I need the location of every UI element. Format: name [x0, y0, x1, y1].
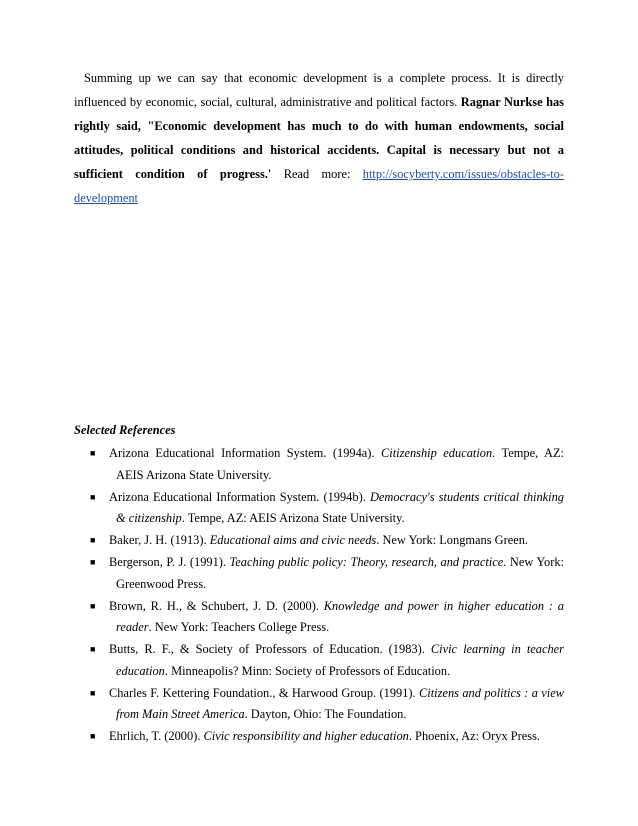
- reference-publisher: . New York: Teachers College Press.: [148, 620, 330, 634]
- reference-item: [74, 596, 564, 640]
- reference-title: Educational aims and civic needs: [209, 533, 377, 547]
- reference-item: [74, 487, 564, 531]
- reference-title: Civic responsibility and higher education: [203, 729, 409, 743]
- reference-item: [74, 552, 564, 596]
- reference-authors: Charles F. Kettering Foundation., & Harwood Group. (1991).: [109, 685, 420, 700]
- reference-publisher: . Tempe, AZ: AEIS Arizona State University.: [181, 511, 405, 525]
- reference-authors: Baker, J. H. (1913).: [109, 533, 210, 547]
- reference-authors: Butts, R. F., & Society of Professors of Education. (1983).: [109, 642, 431, 656]
- reference-authors: Bergerson, P. J. (1991).: [109, 555, 230, 569]
- reference-item: [74, 639, 564, 683]
- reference-authors: Arizona Educational Information System. (1994b).: [109, 489, 370, 504]
- square-bullet-icon: ■: [90, 535, 96, 545]
- reference-item: [74, 530, 564, 552]
- read-more-label: Read more:: [271, 167, 363, 181]
- nurkse-quote: Ragnar Nurkse has rightly said, "Economic development has much to do with human endowments, social attitudes, political conditions and historical accidents. Capital is necessary but not a sufficient condition of progress.': [74, 95, 565, 181]
- reference-title: Teaching public policy: Theory, research, and practice: [229, 555, 504, 569]
- references-heading: Selected References: [74, 423, 176, 437]
- reference-publisher: . New York: Longmans Green.: [376, 533, 529, 547]
- reference-publisher: . Minneapolis? Minn: Society of Professors of Education.: [164, 663, 451, 678]
- reference-publisher: . Phoenix, Az: Oryx Press.: [408, 729, 540, 743]
- reference-title: Citizens and politics : a view from Main Street America: [116, 685, 565, 721]
- summary-text: Summing up we can say that economic development is a complete process. It is directly influenced by economic, social, cultural, administrative and political factors.: [74, 71, 564, 109]
- reference-title: Citizenship education: [381, 446, 493, 460]
- reference-title: Knowledge and power in higher education : a reader: [116, 598, 565, 634]
- square-bullet-icon: ■: [90, 731, 96, 741]
- square-bullet-icon: ■: [90, 644, 96, 654]
- reference-authors: Ehrlich, T. (2000).: [109, 729, 204, 743]
- reference-authors: Arizona Educational Information System. (1994a).: [109, 446, 382, 460]
- summary-paragraph: [74, 66, 564, 210]
- reference-publisher: . New York: Greenwood Press.: [116, 555, 564, 591]
- square-bullet-icon: ■: [90, 600, 96, 611]
- reference-item: [74, 726, 564, 748]
- square-bullet-icon: ■: [90, 687, 96, 698]
- reference-title: Civic learning in teacher education: [116, 642, 564, 678]
- reference-item: [74, 443, 564, 487]
- square-bullet-icon: ■: [90, 557, 96, 567]
- references-list: [74, 443, 564, 748]
- reference-item: [74, 683, 564, 727]
- reference-authors: Brown, R. H., & Schubert, J. D. (2000).: [109, 598, 324, 613]
- reference-publisher: . Dayton, Ohio: The Foundation.: [244, 707, 407, 721]
- reference-title: Democracy's students critical thinking & citizenship: [116, 489, 564, 525]
- square-bullet-icon: ■: [90, 448, 96, 458]
- source-link[interactable]: http://socyberty.com/issues/obstacles-to-development: [74, 167, 564, 205]
- square-bullet-icon: ■: [90, 491, 96, 502]
- reference-publisher: . Tempe, AZ: AEIS Arizona State University.: [116, 446, 564, 482]
